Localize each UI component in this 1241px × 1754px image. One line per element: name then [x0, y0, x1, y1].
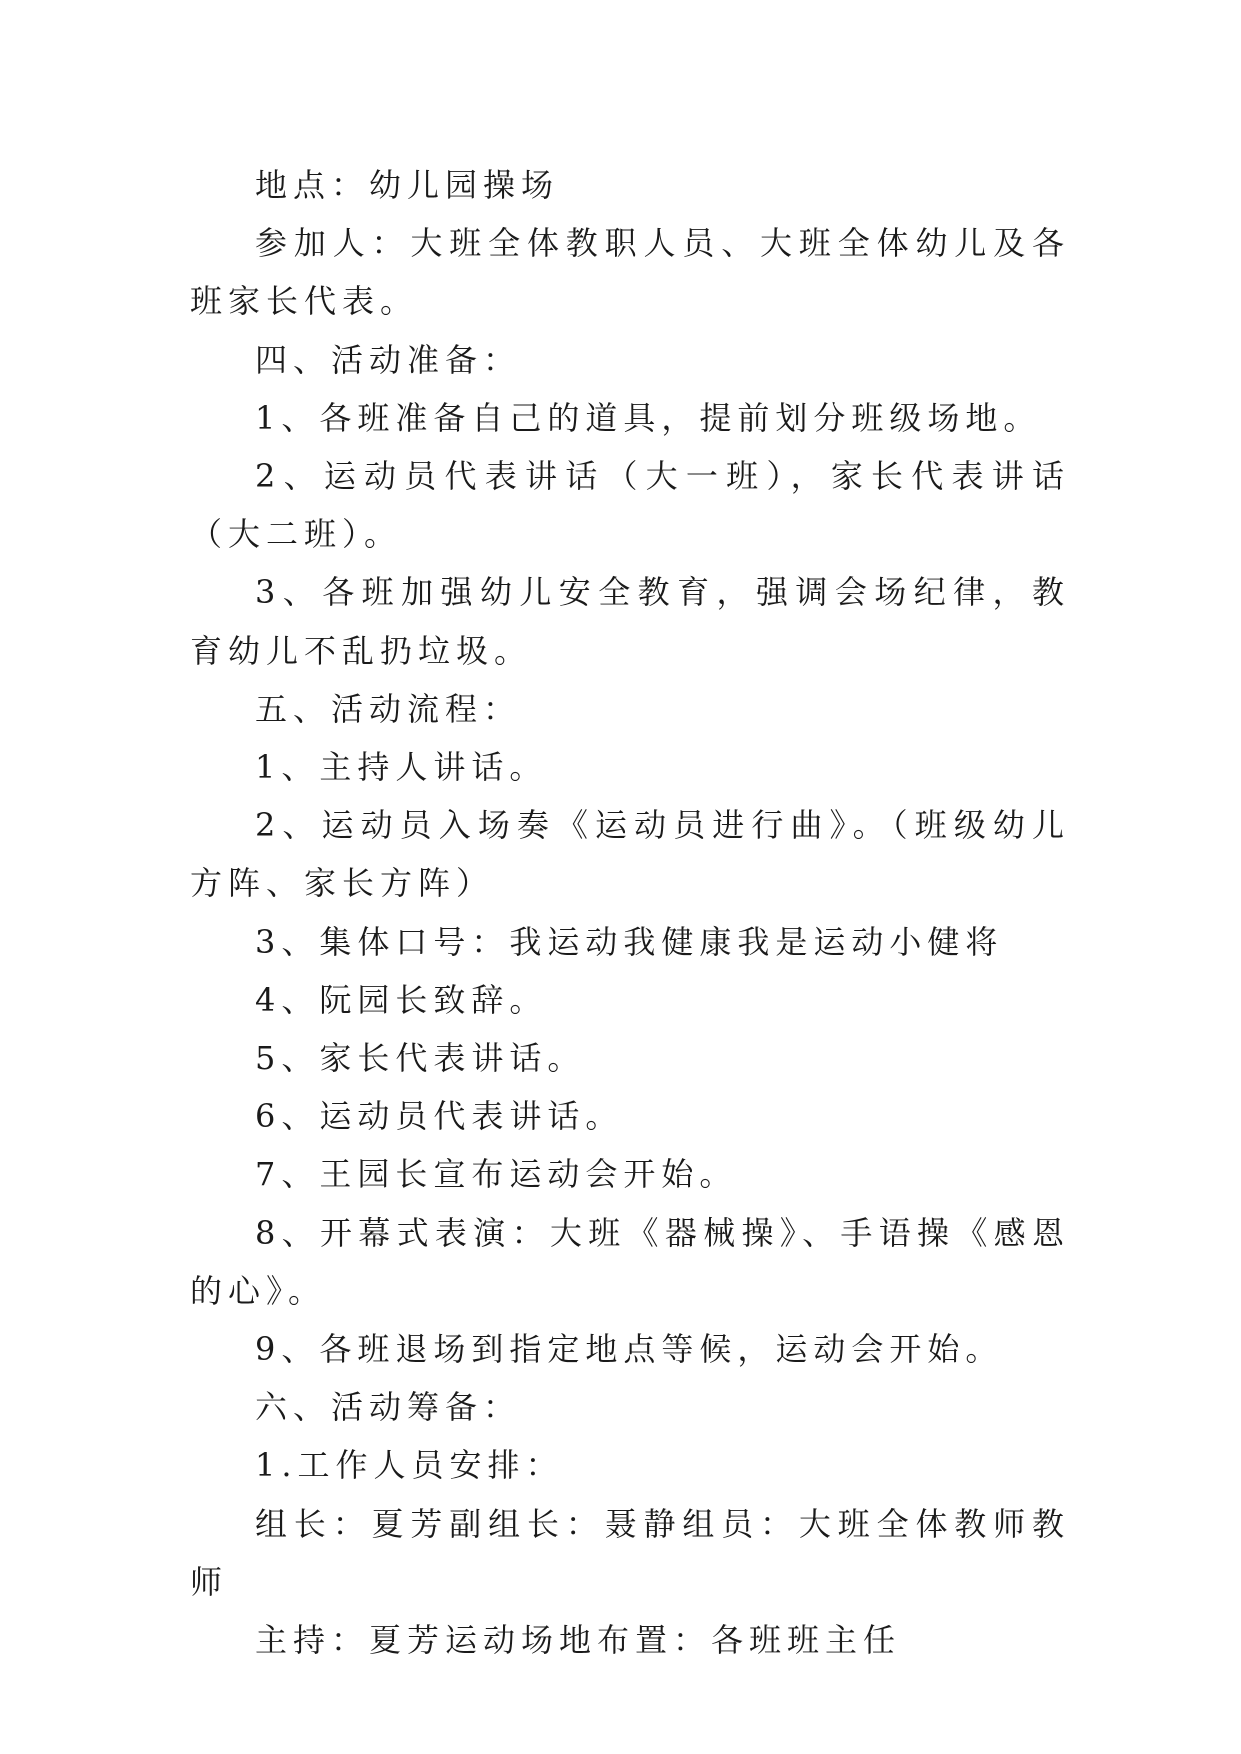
- paragraph-location: 地点：幼儿园操场: [255, 166, 560, 204]
- paragraph-procedure-item-5: 5、家长代表讲话。: [255, 1039, 586, 1078]
- paragraph-procedure-item-6: 6、运动员代表讲话。: [255, 1097, 624, 1136]
- paragraph-procedure-item-4: 4、阮园长致辞。: [255, 980, 548, 1019]
- paragraph-prep-item-1: 1、各班准备自己的道具，提前划分班级场地。: [255, 398, 1042, 437]
- paragraph-host-and-venue: 主持：夏芳运动场地布置：各班班主任: [255, 1621, 902, 1660]
- paragraph-prep-item-2: 2、运动员代表讲话（大一班），家长代表讲话（大二班）。: [190, 457, 1070, 554]
- paragraph-staff-arrangement: 1.工作人员安排：: [255, 1446, 564, 1485]
- paragraph-procedure-item-7: 7、王园长宣布运动会开始。: [255, 1155, 738, 1194]
- paragraph-procedure-item-1: 1、主持人讲话。: [255, 748, 548, 787]
- document-body: [190, 156, 1070, 1669]
- heading-preparation: 四、活动准备：: [255, 340, 522, 379]
- paragraph-prep-item-3: 3、各班加强幼儿安全教育，强调会场纪律，教育幼儿不乱扔垃圾。: [190, 573, 1070, 670]
- paragraph-procedure-item-2: 2、运动员入场奏《运动员进行曲》。（班级幼儿方阵、家长方阵）: [190, 806, 1070, 903]
- paragraph-participants: 参加人：大班全体教职人员、大班全体幼儿及各班家长代表。: [190, 224, 1070, 321]
- paragraph-procedure-item-3: 3、集体口号：我运动我健康我是运动小健将: [255, 922, 1004, 961]
- paragraph-procedure-item-8: 8、开幕式表演：大班《器械操》、手语操《感恩的心》。: [190, 1213, 1070, 1310]
- heading-procedure: 五、活动流程：: [255, 689, 522, 728]
- paragraph-team-members: 组长：夏芳副组长：聂静组员：大班全体教师教师: [190, 1504, 1070, 1601]
- heading-planning: 六、活动筹备：: [255, 1388, 522, 1427]
- paragraph-procedure-item-9: 9、各班退场到指定地点等候，运动会开始。: [255, 1330, 1004, 1369]
